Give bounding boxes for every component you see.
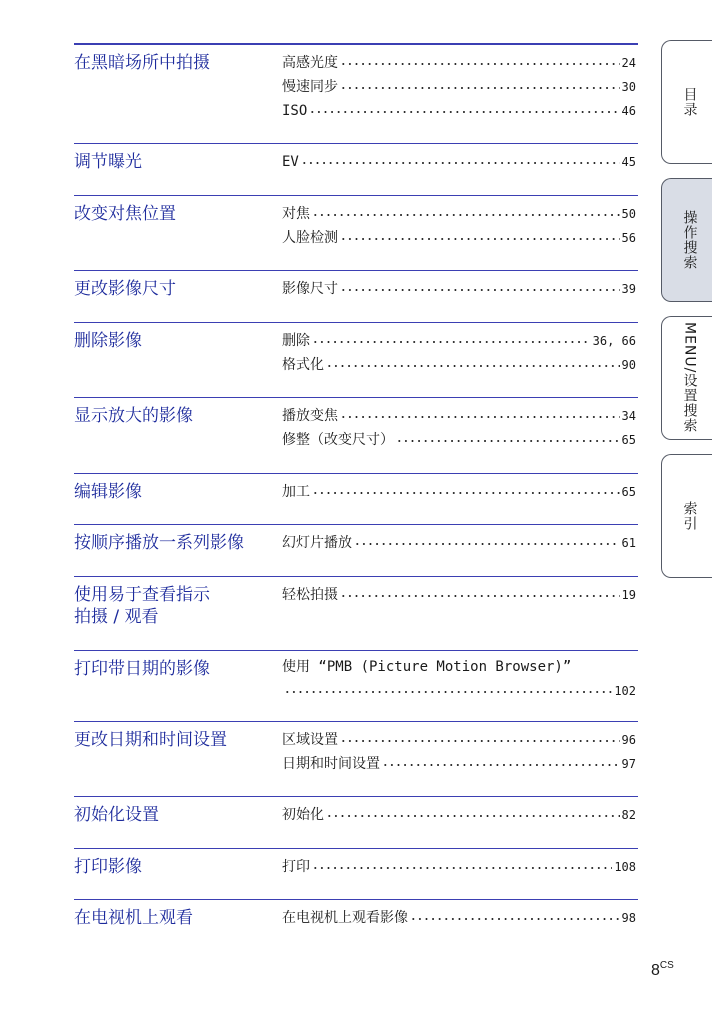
tab-menu-settings-search[interactable] [661, 316, 712, 440]
entry-label: 修整（改变尺寸） [282, 432, 394, 448]
section-title: 在黑暗场所中拍摄 [74, 53, 210, 73]
section-rule [74, 473, 638, 474]
entry-page: 36, 66 [592, 334, 636, 348]
dot-leader [312, 338, 591, 346]
section-rule [74, 848, 638, 849]
section-rule [74, 43, 638, 45]
entry-label: 人脸检测 [282, 230, 338, 246]
dot-leader [382, 761, 620, 769]
tab-label: 操作搜索 [681, 210, 698, 270]
section-title: 删除影像 [74, 331, 142, 351]
entry-label: 慢速同步 [282, 79, 338, 95]
section-rule [74, 270, 638, 271]
section-rule [74, 322, 638, 323]
section-title: 改变对焦位置 [74, 204, 176, 224]
entry-label: 对焦 [282, 206, 310, 222]
tab-operation-search[interactable] [661, 178, 712, 302]
tab-label: MENU/设置搜索 [681, 322, 698, 434]
index-entry[interactable] [282, 405, 636, 425]
entry-page: 46 [621, 104, 636, 118]
index-entry[interactable] [282, 429, 636, 449]
page-number-suffix: CS [659, 960, 674, 971]
entry-label: 高感光度 [282, 55, 338, 71]
entry-page: 19 [621, 588, 636, 602]
entry-label: 删除 [282, 333, 310, 349]
entry-page: 65 [621, 485, 636, 499]
index-entry[interactable] [282, 278, 636, 298]
entry-page: 108 [614, 860, 636, 874]
section-title: 在电视机上观看 [74, 908, 193, 928]
section-title: 显示放大的影像 [74, 406, 193, 426]
index-entry[interactable] [282, 227, 636, 247]
entry-page: 82 [621, 808, 636, 822]
dot-leader [312, 864, 612, 872]
section-title: 初始化设置 [74, 805, 159, 825]
index-entry[interactable] [282, 481, 636, 501]
dot-leader [326, 362, 620, 370]
dot-leader [284, 688, 612, 696]
tab-index[interactable] [661, 454, 712, 578]
entry-label: 格式化 [282, 357, 324, 373]
index-entry[interactable] [282, 151, 636, 171]
dot-leader [354, 540, 620, 548]
index-entry[interactable] [282, 76, 636, 96]
dot-leader [312, 211, 620, 219]
entry-page: 65 [621, 433, 636, 447]
dot-leader [340, 413, 620, 421]
entry-label: 幻灯片播放 [282, 535, 352, 551]
index-entry[interactable] [282, 753, 636, 773]
section-title: 编辑影像 [74, 482, 142, 502]
entry-label: 加工 [282, 484, 310, 500]
section-title-line: 使用易于查看指示 [74, 585, 210, 605]
entry-page: 97 [621, 757, 636, 771]
entry-page: 39 [621, 282, 636, 296]
dot-leader [340, 286, 620, 294]
section-title [74, 584, 274, 628]
entry-label: EV [282, 154, 299, 170]
dot-leader [410, 915, 620, 923]
entry-label: ISO [282, 103, 308, 119]
index-entry[interactable] [282, 907, 636, 927]
section-rule [74, 195, 638, 196]
entry-label: 日期和时间设置 [282, 756, 380, 772]
entry-label: 使用 “PMB (Picture Motion Browser)” [282, 659, 572, 675]
entry-page: 98 [621, 911, 636, 925]
entry-label: 打印 [282, 859, 310, 875]
tab-label: 目录 [681, 87, 698, 117]
section-title: 更改日期和时间设置 [74, 730, 227, 750]
dot-leader [340, 737, 620, 745]
entry-page: 50 [621, 207, 636, 221]
dot-leader [326, 812, 620, 820]
section-rule [74, 143, 638, 144]
tab-contents[interactable] [661, 40, 712, 164]
entry-label: 播放变焦 [282, 408, 338, 424]
section-title: 打印带日期的影像 [74, 659, 210, 679]
section-rule [74, 576, 638, 577]
page-number-value: 8 [651, 962, 660, 979]
dot-leader [396, 437, 620, 445]
entry-page: 34 [621, 409, 636, 423]
section-rule [74, 796, 638, 797]
entry-page: 90 [621, 358, 636, 372]
entry-page: 24 [621, 56, 636, 70]
index-entry[interactable] [282, 354, 636, 374]
index-entry[interactable] [282, 52, 636, 72]
entry-label: 在电视机上观看影像 [282, 910, 408, 926]
dot-leader [340, 592, 620, 600]
entry-label: 轻松拍摄 [282, 587, 338, 603]
index-entry[interactable] [282, 729, 636, 749]
entry-label: 区域设置 [282, 732, 338, 748]
tab-label: 索引 [681, 501, 698, 531]
dot-leader [301, 159, 620, 167]
section-rule [74, 721, 638, 722]
dot-leader [340, 235, 620, 243]
section-rule [74, 397, 638, 398]
page-number [651, 960, 674, 980]
section-rule [74, 650, 638, 651]
index-entry[interactable] [282, 804, 636, 824]
section-title: 按顺序播放一系列影像 [74, 533, 244, 553]
index-entry[interactable] [282, 584, 636, 604]
entry-page: 102 [614, 684, 636, 698]
index-entry[interactable] [282, 856, 636, 876]
entry-label: 初始化 [282, 807, 324, 823]
entry-page: 61 [621, 536, 636, 550]
entry-page: 30 [621, 80, 636, 94]
index-entry-continuation[interactable] [282, 680, 636, 700]
dot-leader [312, 489, 620, 497]
index-entry[interactable] [282, 100, 636, 120]
entry-page: 45 [621, 155, 636, 169]
dot-leader [309, 108, 619, 116]
entry-page: 96 [621, 733, 636, 747]
section-title-line: 拍摄 / 观看 [74, 607, 159, 627]
entry-label: 影像尺寸 [282, 281, 338, 297]
index-entry[interactable] [282, 203, 636, 223]
section-rule [74, 899, 638, 900]
dot-leader [340, 60, 620, 68]
section-title: 更改影像尺寸 [74, 279, 176, 299]
dot-leader [340, 84, 620, 92]
section-title: 打印影像 [74, 857, 142, 877]
section-title: 调节曝光 [74, 152, 142, 172]
entry-page: 56 [621, 231, 636, 245]
section-rule [74, 524, 638, 525]
index-entry[interactable] [282, 656, 571, 676]
index-entry[interactable] [282, 330, 636, 350]
index-entry[interactable] [282, 532, 636, 552]
